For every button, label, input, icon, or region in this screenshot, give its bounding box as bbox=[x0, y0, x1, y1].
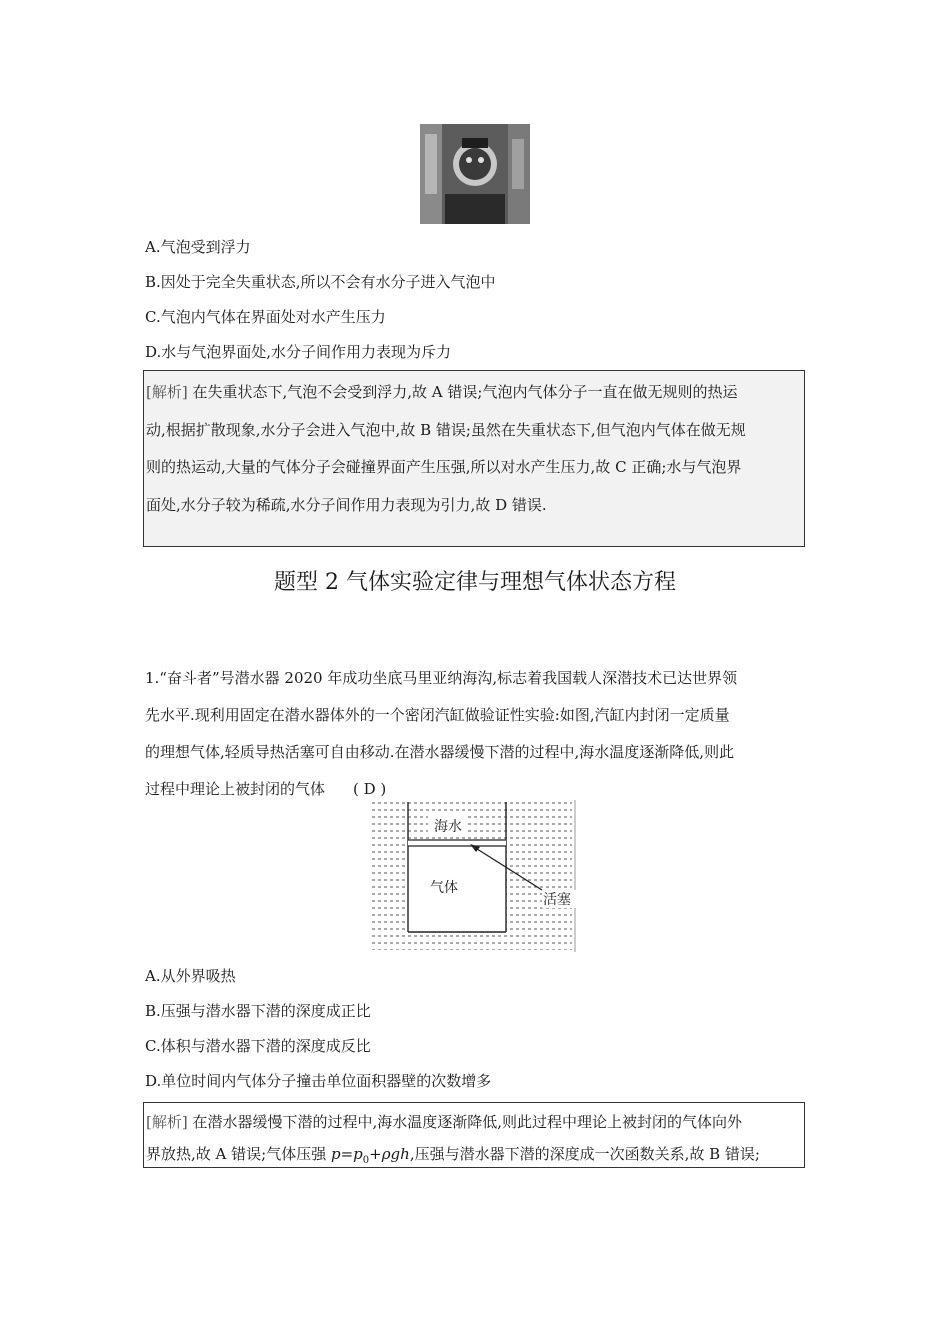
analysis2-line2 bbox=[146, 1138, 802, 1177]
question1-line2: 先水平.现利用固定在潜水器体外的一个密闭汽缸做验证性实验:如图,汽缸内封闭一定质量 bbox=[145, 706, 730, 724]
question-1 bbox=[145, 660, 737, 808]
analysis1-line1 bbox=[146, 374, 802, 412]
label-piston: 活塞 bbox=[543, 892, 571, 908]
analysis2-tag: [解析] bbox=[146, 1113, 188, 1131]
analysis2-line1 bbox=[146, 1106, 802, 1138]
label-gas: 气体 bbox=[430, 880, 458, 896]
analysis1-line4: 面处,水分子较为稀疏,水分子间作用力表现为引力,故 D 错误. bbox=[146, 495, 547, 514]
analysis1-text1: 在失重状态下,气泡不会受到浮力,故 A 错误;气泡内气体分子一直在做无规则的热运 bbox=[187, 383, 738, 401]
astronaut-bubble-photo bbox=[420, 124, 530, 224]
analysis1-line3: 则的热运动,大量的气体分子会碰撞界面产生压强,所以对水产生压力,故 C 正确;水与气泡界 bbox=[146, 458, 742, 476]
section-title: 题型 2 气体实验定律与理想气体状态方程 bbox=[274, 570, 676, 595]
top-option-c: C.气泡内气体在界面处对水产生压力 bbox=[145, 308, 386, 326]
analysis2-text1: 在潜水器缓慢下潜的过程中,海水温度逐渐降低,则此过程中理论上被封闭的气体向外 bbox=[187, 1113, 743, 1131]
question1-line1: 1.“奋斗者”号潜水器 2020 年成功坐底马里亚纳海沟,标志着我国载人深潜技术已达世界领 bbox=[145, 669, 738, 687]
photo-drawing bbox=[420, 124, 530, 224]
analysis-box-2 bbox=[143, 1102, 805, 1168]
q1-option-d: D.单位时间内气体分子撞击单位面积器壁的次数增多 bbox=[145, 1072, 492, 1090]
question1-answer: ( D ) bbox=[353, 780, 387, 798]
top-option-b: B.因处于完全失重状态,所以不会有水分子进入气泡中 bbox=[145, 273, 496, 291]
q1-option-c: C.体积与潜水器下潜的深度成反比 bbox=[145, 1037, 371, 1055]
analysis1-tag: [解析] bbox=[146, 383, 188, 401]
question1-text4: 过程中理论上被封闭的气体 bbox=[145, 780, 326, 798]
formula-plus: + bbox=[369, 1145, 382, 1163]
analysis2-text2a: 界放热,故 A 错误;气体压强 bbox=[146, 1145, 331, 1163]
question1-line3: 的理想气体,轻质导热活塞可自由移动.在潜水器缓慢下潜的过程中,海水温度逐渐降低,则此 bbox=[145, 743, 735, 761]
formula-eq: = bbox=[340, 1145, 354, 1163]
analysis1-line2: 动,根据扩散现象,水分子会进入气泡中,故 B 错误;虽然在失重状态下,但气泡内气体在做无规 bbox=[146, 420, 746, 439]
formula-p: p bbox=[330, 1145, 341, 1163]
formula-rgh: ρgh bbox=[381, 1145, 410, 1163]
formula-sub0: 0 bbox=[362, 1155, 370, 1166]
q1-option-a: A.从外界吸热 bbox=[145, 967, 236, 985]
cylinder-drawing bbox=[372, 800, 578, 952]
q1-option-b: B.压强与潜水器下潜的深度成正比 bbox=[145, 1002, 371, 1020]
cylinder-diagram bbox=[372, 800, 578, 952]
formula-p0: p bbox=[353, 1145, 363, 1163]
label-water: 海水 bbox=[434, 819, 462, 835]
analysis-box-1 bbox=[143, 370, 805, 547]
top-option-a: A.气泡受到浮力 bbox=[145, 238, 251, 256]
top-option-d: D.水与气泡界面处,水分子间作用力表现为斥力 bbox=[145, 343, 452, 361]
analysis2-text2b: ,压强与潜水器下潜的深度成一次函数关系,故 B 错误; bbox=[409, 1145, 760, 1163]
